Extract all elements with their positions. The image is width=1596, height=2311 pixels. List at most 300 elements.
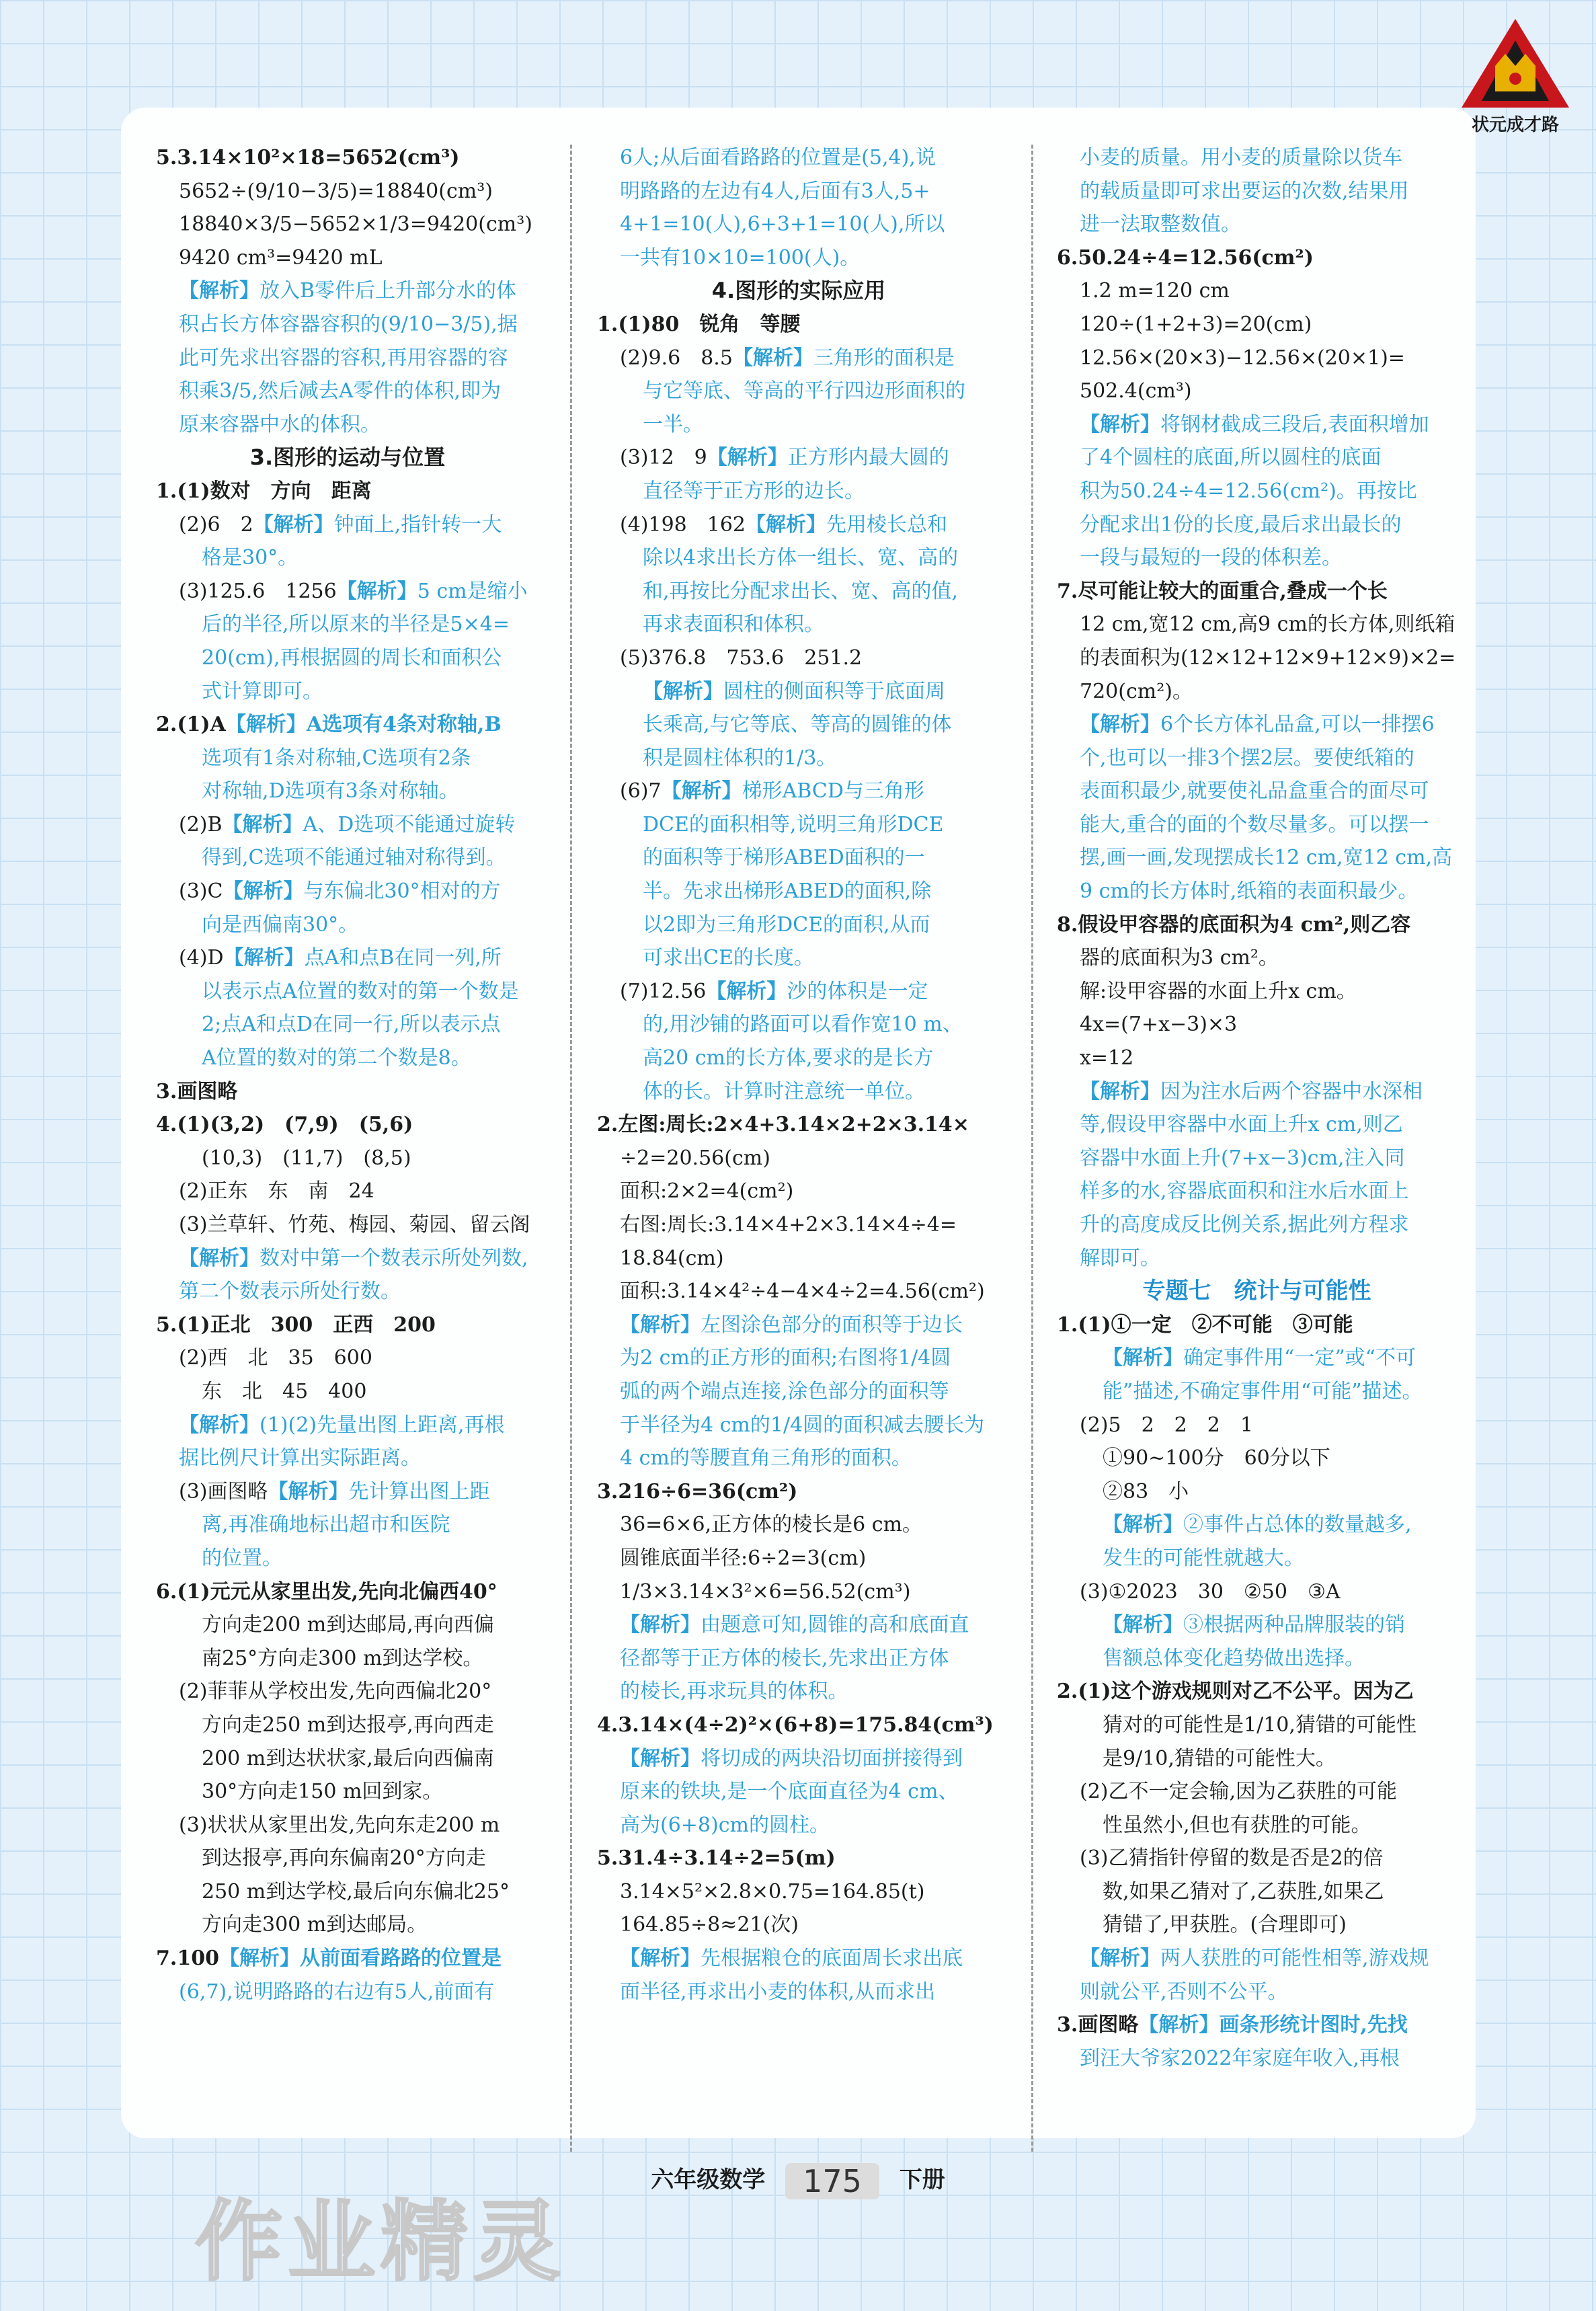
analysis-tag: 【解析】 [661, 779, 742, 804]
line-text: 将切成的两块沿切面拼接得到 [701, 1746, 963, 1770]
answer-line [597, 841, 1000, 875]
answer-line [1057, 708, 1457, 742]
answer-line [597, 1208, 1000, 1242]
line-text: (3)①2023 30 ②50 ③A [1080, 1579, 1341, 1604]
answer-line [1057, 742, 1457, 775]
line-text: 164.85÷8≈21(次) [620, 1913, 799, 1937]
line-text: ÷2=20.56(cm) [620, 1146, 770, 1170]
line-text: 一段与最短的一段的体积差。 [1080, 546, 1342, 570]
answer-line [156, 1508, 539, 1542]
line-text: 4.(1)(3,2) (7,9) (5,6) [156, 1113, 413, 1137]
analysis-text: A、D选项不能通过旋转 [303, 812, 516, 836]
line-text: 右图:周长:3.14×4+2×3.14×4÷4= [620, 1213, 957, 1237]
answer-line [1057, 1475, 1457, 1509]
line-text: 进一法取整数值。 [1080, 212, 1241, 237]
line-text: 升的高度成反比例关系,据此列方程求 [1080, 1213, 1409, 1237]
answer-line [156, 1608, 539, 1642]
answer-line [597, 1675, 1000, 1709]
line-text: 高20 cm的长方体,要求的是长方 [643, 1046, 934, 1070]
answer-line [156, 475, 539, 508]
answer-line [156, 841, 539, 875]
answer-line [597, 1975, 1000, 2009]
line-text: 东 北 45 400 [202, 1379, 367, 1403]
answer-line [156, 975, 539, 1009]
answer-line [156, 1308, 539, 1342]
line-text: (3)画图略 [179, 1479, 268, 1503]
line-text: 一半。 [643, 412, 703, 436]
line-text: 3.画图略 [156, 1079, 238, 1103]
answer-line [1057, 375, 1457, 408]
line-text: 18.84(cm) [620, 1246, 724, 1270]
answer-line [156, 1409, 539, 1442]
line-text: 4x=(7+x−3)×3 [1080, 1013, 1238, 1037]
answer-line [597, 975, 1000, 1009]
answer-line [1057, 141, 1457, 175]
answer-line [156, 575, 539, 609]
answer-line [1057, 1208, 1457, 1242]
logo-text: 状元成才路 [1471, 115, 1559, 135]
answer-line [1057, 808, 1457, 842]
answer-line [1057, 2008, 1457, 2042]
line-text: (6,7),说明路路的右边有5人,前面有 [179, 1980, 495, 2004]
line-text: 小麦的质量。用小麦的质量除以货车 [1080, 146, 1402, 169]
line-text: 面半径,再求出小麦的体积,从而求出 [620, 1980, 936, 2004]
line-text: A位置的数对的第二个数是8。 [202, 1046, 471, 1070]
line-text: 放入B零件后上升部分水的体 [260, 279, 517, 303]
line-text: (3)12 9 [620, 446, 707, 470]
line-text: 格是30°。 [202, 546, 298, 570]
line-text: 径都等于正方体的棱长,先求出正方体 [620, 1646, 949, 1670]
answer-line [597, 1242, 1000, 1276]
answer-line [597, 1742, 1000, 1776]
line-text: 容器中水面上升(7+x−3)cm,注入同 [1080, 1146, 1405, 1170]
answer-line [156, 441, 539, 475]
answer-line [1057, 308, 1457, 342]
answer-line [597, 708, 1000, 742]
line-text: 了4个圆柱的底面,所以圆柱的底面 [1080, 446, 1382, 470]
answer-line [1057, 1042, 1457, 1075]
answer-line [1057, 408, 1457, 442]
answer-line [1057, 1508, 1457, 1542]
line-text: 的表面积为(12×12+12×9+12×9)×2= [1080, 645, 1456, 670]
answer-line [1057, 1142, 1457, 1175]
answer-line [597, 675, 1000, 709]
answer-line [597, 208, 1000, 241]
answer-line [1057, 1975, 1457, 2009]
line-text: 4 cm的等腰直角三角形的面积。 [620, 1446, 912, 1471]
analysis-tag: 【解析】 [218, 1947, 300, 1971]
line-text: 由题意可知,圆锥的高和底面直 [701, 1613, 969, 1637]
line-text: 9 cm的长方体时,纸箱的表面积最少。 [1080, 879, 1419, 904]
line-text: 以表示点A位置的数对的第一个数是 [202, 979, 519, 1003]
answer-line [1057, 1908, 1457, 1942]
answer-line [156, 274, 539, 308]
line-text: 方向走200 m到达邮局,再向西偏 [202, 1613, 494, 1637]
answer-line [156, 1275, 539, 1308]
column-divider [570, 145, 572, 2152]
answer-line [1057, 1175, 1457, 1208]
answer-line [597, 808, 1000, 842]
page-number: 175 [785, 2163, 879, 2199]
answer-line [156, 1475, 539, 1509]
answer-line [156, 1542, 539, 1575]
line-text: 则就公平,否则不公平。 [1080, 1980, 1288, 2004]
analysis-tag: 【解析】 [253, 512, 334, 537]
answer-line [597, 608, 1000, 641]
line-text: 36=6×6,正方体的棱长是6 cm。 [620, 1513, 923, 1537]
line-text: (2)9.6 8.5 [620, 346, 733, 370]
answer-line [597, 775, 1000, 808]
answer-line [1057, 775, 1457, 808]
answer-line [156, 641, 539, 675]
answer-line [156, 308, 539, 342]
line-text: 可求出CE的长度。 [643, 946, 814, 970]
answer-line [1057, 1942, 1457, 1975]
answer-line [156, 1075, 539, 1109]
line-text: 售额总体变化趋势做出选择。 [1103, 1646, 1365, 1670]
analysis-text: 沙的体积是一定 [787, 979, 928, 1003]
line-text: 4.3.14×(4÷2)²×(6+8)=175.84(cm³) [597, 1713, 994, 1737]
analysis-text: 先计算出图上距 [348, 1479, 490, 1503]
line-text: 解:设甲容器的水面上升x cm。 [1080, 979, 1357, 1003]
answer-line [156, 1375, 539, 1409]
answer-line [1057, 1842, 1457, 1875]
footer-volume: 下册 [899, 2166, 945, 2193]
line-text: 12 cm,宽12 cm,高9 cm的长方体,则纸箱 [1080, 613, 1455, 637]
line-text: 圆锥底面半径:6÷2=3(cm) [620, 1546, 867, 1570]
line-text: 3.画图略 [1057, 2013, 1139, 2037]
line-text: 方向走300 m到达邮局。 [202, 1913, 428, 1937]
answer-line [156, 342, 539, 375]
answer-line [597, 1575, 1000, 1609]
line-text: 3.14×5²×2.8×0.75=164.85(t) [620, 1879, 925, 1904]
answer-line [156, 375, 539, 408]
column-divider [1031, 145, 1033, 2152]
line-text: 圆柱的侧面积等于底面周 [723, 679, 945, 703]
answer-line [597, 1942, 1000, 1975]
answer-line [597, 508, 1000, 542]
answer-line [1057, 1442, 1457, 1475]
line-text: 能”描述,不确定事件用“可能”描述。 [1103, 1379, 1423, 1403]
line-text: 2;点A和点D在同一行,所以表示点 [202, 1013, 501, 1037]
answer-line [597, 1442, 1000, 1475]
line-text: 数,如果乙猜对了,乙获胜,如果乙 [1103, 1879, 1384, 1904]
answer-line [597, 1142, 1000, 1175]
answer-line [597, 875, 1000, 908]
line-text: 等,假设甲容器中水面上升x cm,则乙 [1080, 1113, 1403, 1137]
line-text: (3)状状从家里出发,先向东走200 m [179, 1813, 500, 1837]
line-text: (3)兰草轩、竹苑、梅园、菊园、留云阁 [179, 1213, 530, 1237]
answer-line [1057, 342, 1457, 375]
analysis-text: 三角形的面积是 [813, 346, 955, 370]
answer-line [1057, 2042, 1457, 2076]
line-text: 1.(1)80 锐角 等腰 [597, 312, 801, 336]
line-text: 7.尽可能让较大的面重合,叠成一个长 [1057, 579, 1388, 603]
answer-line [1057, 541, 1457, 575]
answer-line [156, 1008, 539, 1042]
line-text: 先根据粮仓的底面周长求出底 [701, 1947, 963, 1971]
line-text: 4+1=10(人),6+3+1=10(人),所以 [620, 212, 945, 237]
line-text: 6.50.24÷4=12.56(cm²) [1057, 245, 1314, 270]
answer-line [1057, 875, 1457, 908]
analysis-text: 钟面上,指针转一大 [333, 512, 502, 537]
line-text: 除以4求出长方体一组长、宽、高的 [643, 546, 959, 570]
answer-line [156, 1442, 539, 1475]
analysis-tag: 【解析】 [1080, 713, 1160, 737]
answer-line [156, 1675, 539, 1709]
line-text: 离,再准确地标出超市和医院 [202, 1513, 450, 1537]
line-text: (2)乙不一定会输,因为乙获胜的可能 [1080, 1780, 1398, 1804]
line-text: 摆,画一画,发现摆成长12 cm,宽12 cm,高 [1080, 846, 1453, 870]
answer-line [156, 1108, 539, 1142]
answer-line [597, 441, 1000, 475]
answer-line [156, 1809, 539, 1842]
answer-line [156, 808, 539, 842]
line-text: 后的半径,所以原来的半径是5×4= [202, 613, 510, 637]
answer-line [597, 742, 1000, 775]
answer-line [597, 1709, 1000, 1742]
line-text: ③根据两种品牌服装的销 [1183, 1613, 1405, 1637]
answer-line [156, 708, 539, 742]
column-3 [1057, 141, 1457, 2075]
answer-line [1057, 1242, 1457, 1276]
answer-line [1057, 841, 1457, 875]
answer-line [156, 1875, 539, 1909]
answer-line [156, 675, 539, 709]
line-text: 积占长方体容器容积的(9/10−3/5),据 [179, 312, 518, 336]
answer-line [156, 1208, 539, 1242]
analysis-tag: 【解析】 [223, 946, 305, 970]
line-text: 9420 cm³=9420 mL [179, 245, 383, 270]
line-text: (7)12.56 [620, 979, 707, 1003]
line-text: (5)376.8 753.6 251.2 [620, 645, 863, 670]
answer-line [597, 241, 1000, 275]
line-text: 对称轴,D选项有3条对称轴。 [202, 779, 459, 804]
line-text: 得到,C选项不能通过轴对称得到。 [202, 846, 506, 870]
answer-line [1057, 1409, 1457, 1442]
line-text: 2.(1)A [156, 713, 226, 737]
answer-line [156, 742, 539, 775]
answer-line [156, 508, 539, 542]
answer-line [156, 1709, 539, 1742]
line-text: 的,用沙铺的路面可以看作宽10 m、 [643, 1013, 963, 1037]
line-text: 体的长。计算时注意统一单位。 [643, 1079, 925, 1103]
answer-line [597, 1175, 1000, 1208]
analysis-tag: 【解析】 [179, 1246, 260, 1270]
analysis-tag: 【解析】 [1103, 1346, 1183, 1370]
line-text: 5.31.4÷3.14÷2=5(m) [597, 1846, 836, 1871]
analysis-text: 先用棱长总和 [826, 512, 948, 537]
answer-line [156, 1842, 539, 1875]
answer-line [597, 575, 1000, 609]
line-text: 1.(1)数对 方向 距离 [156, 479, 372, 503]
analysis-tag: 【解析】 [620, 1613, 701, 1637]
answer-line [156, 1042, 539, 1075]
line-text: 选项有1条对称轴,C选项有2条 [202, 746, 471, 770]
answer-line [156, 1942, 539, 1975]
crown-logo-icon [1455, 13, 1576, 114]
column-2 [597, 141, 1000, 2008]
answer-line [597, 1508, 1000, 1542]
line-text: 1.(1)①一定 ②不可能 ③可能 [1057, 1313, 1353, 1337]
line-text: 以2即为三角形DCE的面积,从而 [643, 912, 930, 937]
line-text: (2)西 北 35 600 [179, 1346, 372, 1370]
line-text: 7.100 [156, 1947, 219, 1971]
line-text: 2.(1)这个游戏规则对乙不公平。因为乙 [1057, 1680, 1414, 1704]
answer-line [156, 908, 539, 942]
answer-line [1057, 475, 1457, 508]
line-text: (2)正东 东 南 24 [179, 1179, 374, 1204]
answer-line [156, 1742, 539, 1776]
line-text: 到汪大爷家2022年家庭年收入,再根 [1080, 2046, 1400, 2070]
answer-line [156, 175, 539, 208]
answer-line [1057, 175, 1457, 208]
line-text: 解即可。 [1080, 1246, 1160, 1270]
analysis-text: A选项有4条对称轴,B [306, 713, 502, 737]
analysis-tag: 【解析】 [643, 679, 723, 703]
answer-line [156, 941, 539, 975]
answer-line [597, 141, 1000, 175]
answer-line [1057, 1875, 1457, 1909]
answer-line [1057, 1108, 1457, 1142]
answer-line [1057, 1709, 1457, 1742]
answer-line [1057, 1675, 1457, 1709]
answer-line [1057, 1775, 1457, 1809]
line-text: (4)198 162 [620, 512, 746, 537]
answer-line [1057, 975, 1457, 1009]
line-text: 积是圆柱体积的1/3。 [643, 746, 837, 770]
answer-line [597, 1542, 1000, 1575]
line-text: 于半径为4 cm的1/4圆的面积减去腰长为 [620, 1413, 985, 1437]
analysis-tag: 【解析】 [620, 1947, 701, 1971]
line-text: 分配求出1份的长度,最后求出最长的 [1080, 512, 1402, 537]
answer-line [1057, 1375, 1457, 1409]
line-text: 面积:2×2=4(cm²) [620, 1179, 794, 1204]
line-text: 3.216÷6=36(cm²) [597, 1479, 798, 1503]
analysis-text: 正方形内最大圆的 [787, 446, 949, 470]
answer-line [597, 375, 1000, 408]
line-text: (2)B [179, 812, 223, 836]
line-text: 发生的可能性就越大。 [1103, 1546, 1304, 1570]
line-text: (3)C [179, 879, 223, 904]
line-text: 数对中第一个数表示所处列数, [260, 1246, 528, 1270]
analysis-tag: 【解析】 [707, 446, 788, 470]
line-text: (3)乙猜指针停留的数是否是2的倍 [1080, 1846, 1384, 1871]
line-text: ②83 小 [1103, 1479, 1189, 1503]
answer-line [1057, 1642, 1457, 1676]
analysis-tag: 【解析】 [268, 1479, 349, 1503]
line-text: 1/3×3.14×3²×6=56.52(cm³) [620, 1579, 911, 1604]
answer-line [597, 1608, 1000, 1642]
answer-line [156, 1575, 539, 1609]
answer-line [597, 1842, 1000, 1875]
answer-line [597, 342, 1000, 375]
publisher-logo [1455, 13, 1576, 141]
line-text: 5.(1)正北 300 正西 200 [156, 1313, 436, 1337]
line-text: 此可先求出容器的容积,再用容器的容 [179, 346, 508, 370]
answer-line [1057, 241, 1457, 275]
line-text: 5.3.14×10²×18=5652(cm³) [156, 146, 460, 169]
answer-line [156, 1341, 539, 1375]
answer-line [597, 641, 1000, 675]
answer-line [1057, 641, 1457, 675]
answer-line [597, 1642, 1000, 1676]
answer-line [156, 775, 539, 808]
line-text: 6人;从后面看路路的位置是(5,4),说 [620, 146, 936, 169]
line-text: ①90~100分 60分以下 [1103, 1446, 1330, 1471]
line-text: 因为注水后两个容器中水深相 [1160, 1079, 1423, 1103]
answer-line [597, 1775, 1000, 1809]
answer-line [1057, 1008, 1457, 1042]
answer-line [597, 908, 1000, 942]
answer-line [156, 875, 539, 908]
line-text: 是9/10,猜错的可能性大。 [1103, 1746, 1336, 1770]
analysis-text: 点A和点B在同一列,所 [304, 946, 502, 970]
line-text: 向是西偏南30°。 [202, 912, 359, 937]
answer-line [1057, 1608, 1457, 1642]
column-1 [156, 141, 539, 2008]
answer-line [156, 1642, 539, 1676]
answer-line [156, 608, 539, 641]
answer-line [597, 1475, 1000, 1509]
answer-line [597, 1375, 1000, 1409]
line-text: 器的底面积为3 cm²。 [1080, 946, 1279, 970]
line-text: 将钢材截成三段后,表面积增加 [1160, 412, 1429, 436]
analysis-tag: 【解析】 [1138, 2013, 1220, 2037]
analysis-tag: 【解析】 [179, 1413, 260, 1437]
line-text: 性虽然小,但也有获胜的可能。 [1103, 1813, 1371, 1837]
answer-line [156, 1908, 539, 1942]
line-text: 一共有10×10=100(人)。 [620, 245, 861, 270]
line-text: 式计算即可。 [202, 679, 323, 703]
line-text: 表面积最少,就要使礼品盒重合的面尽可 [1080, 779, 1429, 804]
line-text: 30°方向走150 m回到家。 [202, 1780, 443, 1804]
answer-line [1057, 208, 1457, 241]
answer-line [597, 408, 1000, 442]
answer-line [156, 208, 539, 241]
analysis-tag: 【解析】 [336, 579, 417, 603]
line-text: 高为(6+8)cm的圆柱。 [620, 1813, 830, 1837]
line-text: 6个长方体礼品盒,可以一排摆6 [1160, 713, 1435, 737]
line-text: (10,3) (11,7) (8,5) [202, 1146, 411, 1170]
analysis-tag: 【解析】 [1080, 1079, 1160, 1103]
answer-line [1057, 1341, 1457, 1375]
answer-line [597, 1809, 1000, 1842]
line-text: 5652÷(9/10−3/5)=18840(cm³) [179, 179, 493, 203]
answer-line [597, 1075, 1000, 1109]
line-text: 720(cm²)。 [1080, 679, 1193, 703]
line-text: 到达报亭,再向东偏南20°方向走 [202, 1846, 486, 1871]
line-text: 的棱长,再求玩具的体积。 [620, 1680, 848, 1704]
analysis-tag: 【解析】 [1103, 1513, 1183, 1537]
answer-line [1057, 508, 1457, 542]
answer-line [597, 1042, 1000, 1075]
answer-line [597, 274, 1000, 308]
line-text: 原来容器中水的体积。 [179, 412, 381, 436]
answer-line [156, 1175, 539, 1208]
line-text: 两人获胜的可能性相等,游戏规 [1160, 1947, 1429, 1971]
line-text: 3.图形的运动与位置 [249, 444, 446, 471]
line-text: 的面积等于梯形ABED面积的一 [643, 846, 925, 870]
line-text: 的位置。 [202, 1546, 282, 1570]
answer-line [1057, 908, 1457, 942]
answer-line [156, 1242, 539, 1276]
analysis-tag: 【解析】 [706, 979, 787, 1003]
answer-line [597, 1875, 1000, 1909]
answer-line [1057, 1742, 1457, 1776]
answer-line [1057, 1809, 1457, 1842]
line-text: (3)125.6 1256 [179, 579, 337, 603]
